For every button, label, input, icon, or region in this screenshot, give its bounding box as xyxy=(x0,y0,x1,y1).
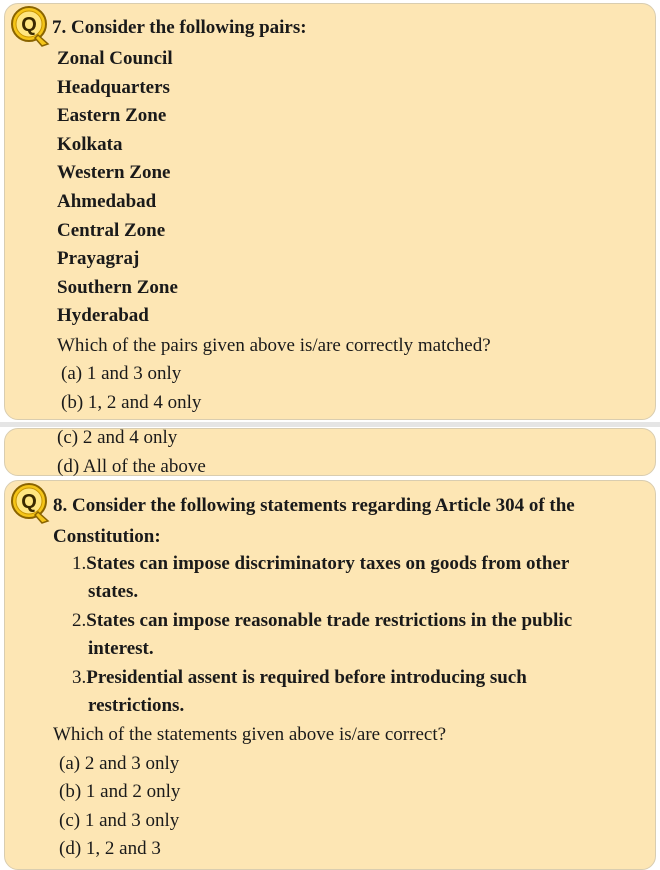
statement-3-continued: restrictions. xyxy=(88,695,185,716)
question-badge-icon xyxy=(8,4,52,48)
statement-1 xyxy=(72,552,569,576)
pair-item: Central Zone xyxy=(57,220,166,241)
badge-letter: Q xyxy=(21,14,37,36)
question-7-prompt: Which of the pairs given above is/are correctly matched? xyxy=(57,335,491,356)
option-d[interactable]: (d) 1, 2 and 3 xyxy=(59,838,161,859)
question-8-title-continued: Constitution: xyxy=(53,526,161,547)
option-c[interactable]: (c) 2 and 4 only xyxy=(57,427,178,448)
statement-number: 3. xyxy=(72,667,87,688)
pair-item: Headquarters xyxy=(57,77,170,98)
statement-1-continued: states. xyxy=(88,581,139,602)
pair-item: Eastern Zone xyxy=(57,105,167,126)
pair-item: Prayagraj xyxy=(57,248,140,269)
option-a[interactable]: (a) 1 and 3 only xyxy=(61,363,182,384)
option-c[interactable]: (c) 1 and 3 only xyxy=(59,810,180,831)
statement-number: 1. xyxy=(72,553,87,574)
statement-2-continued: interest. xyxy=(88,638,154,659)
option-b[interactable]: (b) 1, 2 and 4 only xyxy=(61,392,202,413)
pair-item: Ahmedabad xyxy=(57,191,157,212)
statement-number: 2. xyxy=(72,610,87,631)
statement-text: Presidential assent is required before introducing such xyxy=(86,667,527,688)
option-b[interactable]: (b) 1 and 2 only xyxy=(59,781,181,802)
pair-item: Hyderabad xyxy=(57,305,149,326)
statement-2 xyxy=(72,609,572,633)
pair-item: Zonal Council xyxy=(57,48,173,69)
question-7-title: 7. Consider the following pairs: xyxy=(52,17,307,38)
pair-item: Kolkata xyxy=(57,134,123,155)
pair-item: Western Zone xyxy=(57,162,171,183)
question-badge-icon xyxy=(8,481,52,525)
badge-letter: Q xyxy=(21,491,37,513)
option-d[interactable]: (d) All of the above xyxy=(57,456,206,477)
question-8-prompt: Which of the statements given above is/are correct? xyxy=(53,724,447,745)
statement-text: States can impose reasonable trade restrictions in the public xyxy=(86,610,573,631)
statement-text: States can impose discriminatory taxes on goods from other xyxy=(86,553,570,574)
question-8-title: 8. Consider the following statements regarding Article 304 of the xyxy=(53,495,575,516)
pair-item: Southern Zone xyxy=(57,277,178,298)
statement-3 xyxy=(72,666,527,690)
option-a[interactable]: (a) 2 and 3 only xyxy=(59,753,180,774)
